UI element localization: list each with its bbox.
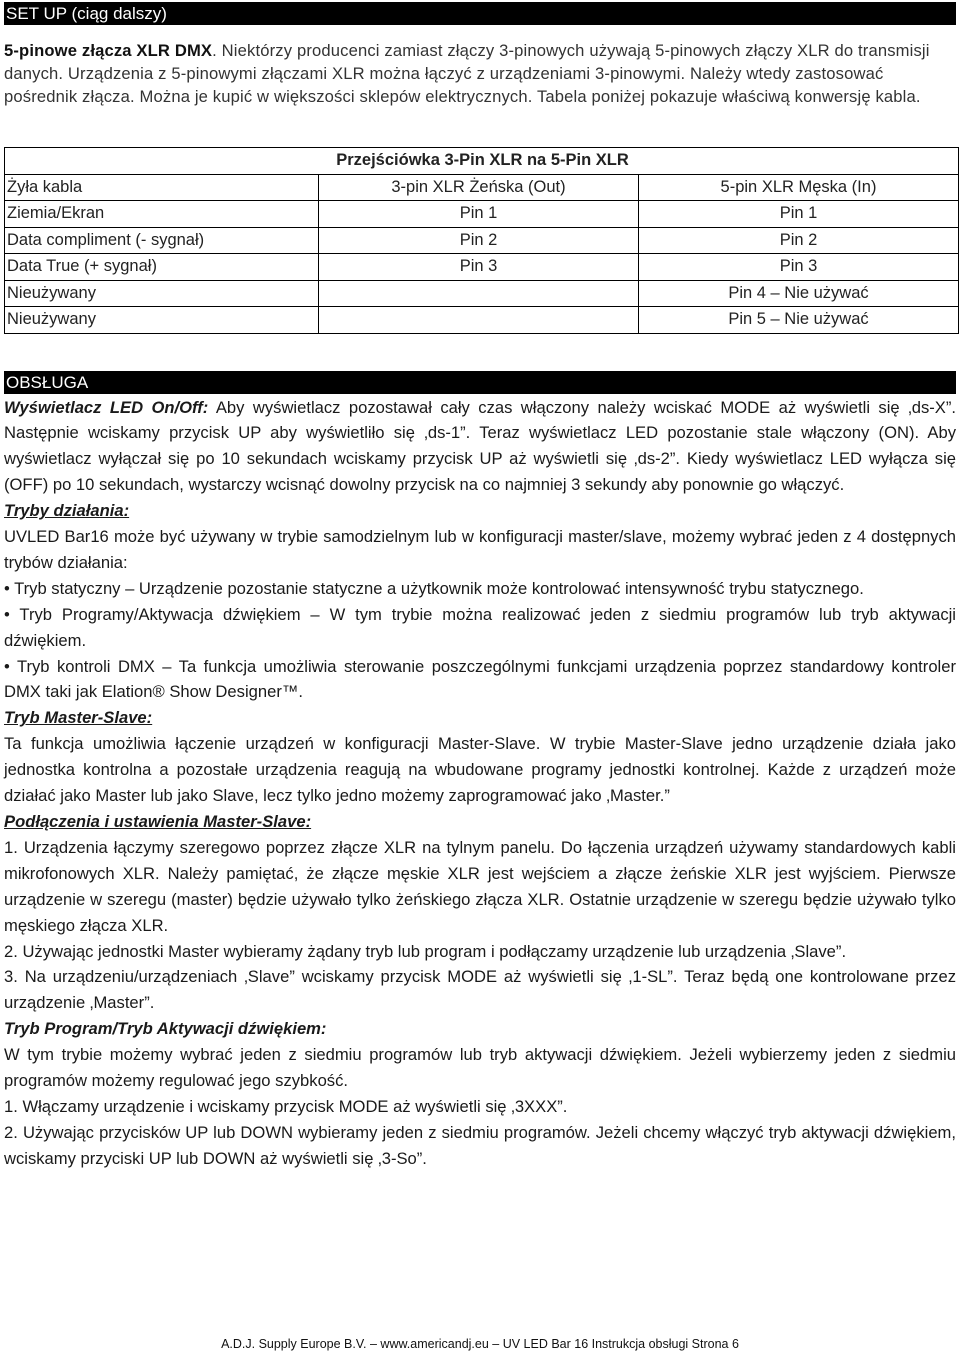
- table-row: [5, 201, 959, 228]
- master-slave-heading: Tryb Master-Slave:: [4, 708, 153, 728]
- table-cell: Pin 1: [319, 201, 639, 228]
- conversion-table-wrap: [4, 147, 956, 334]
- section-title-obsluga: OBSŁUGA: [4, 371, 956, 394]
- list-item: 1. Włączamy urządzenie i wciskamy przycisk MODE aż wyświetli się ‚3XXX”.: [4, 1096, 568, 1116]
- list-item: 3. Na urządzeniu/urządzeniach ‚Slave” wciskamy przycisk MODE aż wyświetli się ‚1-SL”. Teraz będą one kontrolowane przez urządzenie ‚Master”.: [4, 967, 956, 1013]
- table-header-cell: 5-pin XLR Męska (In): [639, 174, 959, 201]
- conversion-table: [4, 147, 959, 334]
- table-row: [5, 227, 959, 254]
- intro-lead: 5-pinowe złącza XLR DMX: [4, 41, 213, 60]
- table-row: [5, 280, 959, 307]
- table-row: [5, 307, 959, 334]
- program-heading: Tryb Program/Tryb Aktywacji dźwiękiem:: [4, 1019, 327, 1039]
- intro-text: . Niektórzy producenci zamiast złączy 3-pinowych używają 5-pinowych złączy XLR do transmisji danych. Urządzenia z 5-pinowymi złączami XLR można łączyć z urządzeniami 3-pinowymi. Należy wtedy zastosować pośrednik złącza. Można je kupić w większości sklepów elektrycznych. Tabela poniżej pokazuje właściwą konwersję kabla.: [4, 41, 930, 106]
- program-text: W tym trybie możemy wybrać jeden z siedmiu programów lub tryb aktywacji dźwiękiem. Jeżeli wybierzemy jeden z siedmiu programów możemy regulować jego szybkość.: [4, 1045, 956, 1091]
- section-title-setup: SET UP (ciąg dalszy): [4, 2, 956, 25]
- table-header-cell: 3-pin XLR Żeńska (Out): [319, 174, 639, 201]
- list-item: 2. Używając przycisków UP lub DOWN wybieramy jeden z siedmiu programów. Jeżeli chcemy włączyć tryb aktywacji dźwiękiem, wciskamy przyciski UP lub DOWN aż wyświetli się ‚3-So”.: [4, 1122, 956, 1168]
- master-slave-text: Ta funkcja umożliwia łączenie urządzeń w konfiguracji Master-Slave. W trybie Master-Slave jedno urządzenie działa jako jednostka kontrolna a pozostałe urządzenia reagują na wbudowane programy jednostki kontrolnej. Każde z urządzeń może działać jako Master lub jako Slave, lecz tylko jedno możemy zaprogramować jako ‚Master.”: [4, 734, 956, 806]
- table-cell: Ziemia/Ekran: [5, 201, 319, 228]
- table-cell: Pin 2: [319, 227, 639, 254]
- intro-paragraph: [4, 39, 956, 108]
- list-item: 1. Urządzenia łączymy szeregowo poprzez złącze XLR na tylnym panelu. Do łączenia urządzeń używamy standardowych kabli mikrofonowych XLR. Należy pamiętać, że złącze męskie XLR jest wejściem a złącze żeńskie XLR jest wyjściem. Pierwsze urządzenie w szeregu (master) będzie używało tylko żeńskiego złącza XLR. Ostatnie urządzenie w szeregu będzie używało tylko męskiego złącza XLR.: [4, 837, 956, 935]
- table-title-row: [5, 148, 959, 175]
- table-header-cell: Żyła kabla: [5, 174, 319, 201]
- table-cell: Pin 5 – Nie używać: [639, 307, 959, 334]
- page-footer: A.D.J. Supply Europe B.V. – www.americandj.eu – UV LED Bar 16 Instrukcja obsługi Strona 6: [221, 1337, 739, 1351]
- list-item: • Tryb kontroli DMX – Ta funkcja umożliwia sterowanie poszczególnymi funkcjami urządzenia poprzez standardowy kontroler DMX taki jak Elation® Show Designer™.: [4, 656, 956, 702]
- table-cell: Pin 3: [639, 254, 959, 281]
- modes-heading: Tryby działania:: [4, 501, 130, 521]
- table-cell: Nieużywany: [5, 307, 319, 334]
- table-cell: Pin 4 – Nie używać: [639, 280, 959, 307]
- table-cell: Nieużywany: [5, 280, 319, 307]
- operation-body: [4, 395, 956, 1172]
- display-paragraph: [4, 395, 956, 499]
- display-text: Aby wyświetlacz pozostawał cały czas włączony należy wciskać MODE aż wyświetli się ‚ds-X”. Następnie wciskamy przycisk UP aby wyświetliło się ‚ds-1”. Teraz wyświetlacz LED pozostanie stale włączony (ON). Aby wyświetlacz wyłączał się po 10 sekundach wciskamy przycisk UP aż wyświetli się ‚ds-2”. Kiedy wyświetlacz LED wyłącza się (OFF) po 10 sekundach, wystarczy wcisnąć dowolny przycisk na co najmniej 3 sekundy aby ponownie go włączyć.: [4, 397, 957, 495]
- list-item: • Tryb statyczny – Urządzenie pozostanie statyczne a użytkownik może kontrolować intensywność trybu statycznego.: [4, 578, 864, 598]
- table-cell: Data True (+ sygnał): [5, 254, 319, 281]
- table-header-row: [5, 174, 959, 201]
- display-label: Wyświetlacz LED On/Off:: [4, 397, 209, 417]
- document-page: [4, 0, 956, 1172]
- list-item: 2. Używając jednostki Master wybieramy żądany tryb lub program i podłączamy urządzenie lub urządzenia ‚Slave”.: [4, 941, 847, 961]
- connections-heading: Podłączenia i ustawienia Master-Slave:: [4, 812, 312, 831]
- table-cell: Pin 1: [639, 201, 959, 228]
- table-cell: Pin 3: [319, 254, 639, 281]
- table-row: [5, 254, 959, 281]
- table-cell: Pin 2: [639, 227, 959, 254]
- list-item: • Tryb Programy/Aktywacja dźwiękiem – W tym trybie można realizować jeden z siedmiu programów lub tryb aktywacji dźwiękiem.: [4, 604, 956, 650]
- table-cell: [319, 307, 639, 334]
- table-cell: Data compliment (- sygnał): [5, 227, 319, 254]
- modes-intro: UVLED Bar16 może być używany w trybie samodzielnym lub w konfiguracji master/slave, możemy wybrać jeden z 4 dostępnych trybów działania:: [4, 527, 956, 572]
- table-title: Przejściówka 3-Pin XLR na 5-Pin XLR: [5, 148, 959, 175]
- table-cell: [319, 280, 639, 307]
